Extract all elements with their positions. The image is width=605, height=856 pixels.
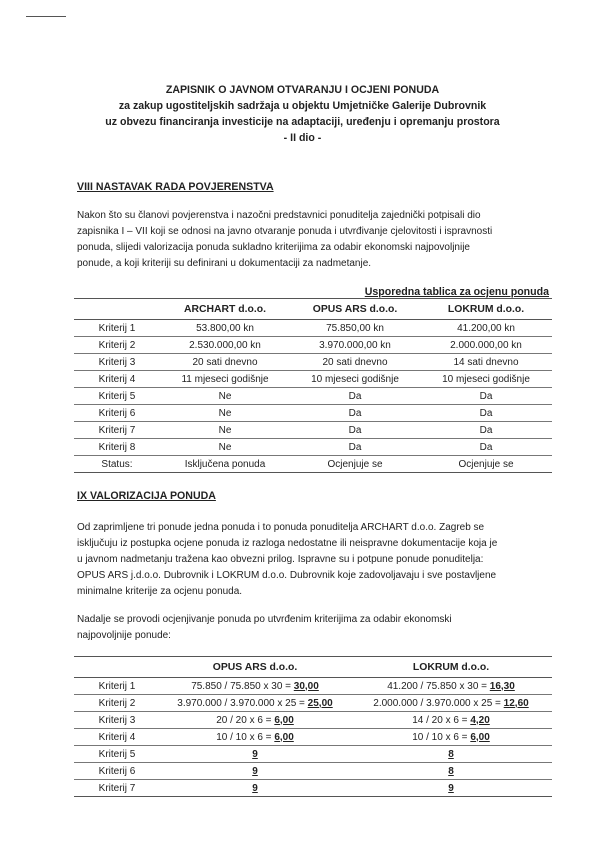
opus-score-cell xyxy=(160,780,350,797)
criterion-label: Kriterij 8 xyxy=(98,441,136,453)
table-cell: 14 sati dnevno xyxy=(453,356,519,368)
lokrum-score-cell xyxy=(350,746,552,763)
comparison-table-caption: Usporedna tablica za ocjenu ponuda xyxy=(364,286,549,298)
criterion-label: Kriterij 6 xyxy=(98,407,136,419)
criterion-label: Kriterij 5 xyxy=(98,748,136,760)
table-row xyxy=(74,337,552,354)
opus-score-cell xyxy=(160,695,350,712)
opus-score-cell xyxy=(160,746,350,763)
status-cell: Isključena ponuda xyxy=(184,458,266,470)
criterion-label: Kriterij 7 xyxy=(98,782,136,794)
header-cell: LOKRUM d.o.o. xyxy=(412,661,490,673)
section-viii-paragraph xyxy=(77,208,551,272)
score-value: 9 xyxy=(252,748,258,760)
lokrum-score-cell xyxy=(350,763,552,780)
table-row xyxy=(74,405,552,422)
table-cell: Ne xyxy=(218,441,232,453)
table-cell: 3.970.000,00 kn xyxy=(319,339,391,351)
score-formula: 75.850 / 75.850 x 30 = xyxy=(191,680,294,692)
lokrum-score-cell xyxy=(350,678,552,695)
score-value: 16,30 xyxy=(489,680,515,692)
table-cell: 10 mjeseci godišnje xyxy=(311,373,399,385)
table-cell: 20 sati dnevno xyxy=(322,356,388,368)
table-cell: Da xyxy=(348,441,362,453)
score-formula: 41.200 / 75.850 x 30 = xyxy=(387,680,490,692)
criterion-label: Kriterij 2 xyxy=(98,339,136,351)
table-cell: Da xyxy=(479,407,493,419)
table-row xyxy=(74,354,552,371)
table-cell: Ne xyxy=(218,390,232,402)
score-formula: 10 / 10 x 6 = xyxy=(412,731,471,743)
table-cell: Ne xyxy=(218,407,232,419)
title-line-2: za zakup ugostiteljskih sadržaja u objektu Umjetničke Galerije Dubrovnik xyxy=(118,100,487,112)
criterion-label: Kriterij 7 xyxy=(98,424,136,436)
criterion-label: Kriterij 4 xyxy=(98,373,136,385)
paragraph-line: Od zaprimljene tri ponude jedna ponuda i to ponuda ponuditelja ARCHART d.o.o. Zagreb se xyxy=(77,522,485,533)
score-value: 6,00 xyxy=(470,731,490,743)
criterion-label: Kriterij 1 xyxy=(98,322,136,334)
table-row xyxy=(74,729,552,746)
status-row xyxy=(74,456,552,473)
lokrum-score-cell xyxy=(350,780,552,797)
score-value: 12,60 xyxy=(503,697,529,709)
table-cell: 2.000.000,00 kn xyxy=(450,339,522,351)
title-line-4: - II dio - xyxy=(283,132,322,144)
score-value: 9 xyxy=(252,765,258,777)
paragraph-line: OPUS ARS j.d.o.o. Dubrovnik i LOKRUM d.o.o. Dubrovnik koje zadovoljavaju i sve postavljene xyxy=(77,570,497,581)
status-label: Status: xyxy=(101,458,133,470)
title-line-1: ZAPISNIK O JAVNOM OTVARANJU I OCJENI PONUDA xyxy=(165,84,440,96)
paragraph-line: ponude, a koji kriteriji su definirani u dokumentaciji za nadmetanje. xyxy=(77,258,372,269)
table-cell: 11 mjeseci godišnje xyxy=(181,373,269,385)
criterion-label: Kriterij 1 xyxy=(98,680,136,692)
score-formula: 20 / 20 x 6 = xyxy=(216,714,275,726)
criterion-label: Kriterij 3 xyxy=(98,714,136,726)
status-cell: Ocjenjuje se xyxy=(327,458,383,470)
table-row xyxy=(74,780,552,797)
paragraph-line: minimalne kriterije za ocjenu ponuda. xyxy=(77,586,243,597)
criterion-label: Kriterij 4 xyxy=(98,731,136,743)
score-value: 30,00 xyxy=(293,680,319,692)
score-formula: 2.000.000 / 3.970.000 x 25 = xyxy=(373,697,504,709)
table-row xyxy=(74,388,552,405)
table-row xyxy=(74,763,552,780)
opus-score-cell xyxy=(160,729,350,746)
paragraph-line: ponuda, slijedi valorizacija ponuda sukladno kriterijima za odabir ekonomski najpovoljnije xyxy=(77,242,470,253)
table-cell: 2.530.000,00 kn xyxy=(189,339,261,351)
score-formula: 3.970.000 / 3.970.000 x 25 = xyxy=(177,697,308,709)
score-value: 9 xyxy=(252,782,258,794)
header-cell: OPUS ARS d.o.o. xyxy=(212,661,298,673)
opus-score-cell xyxy=(160,678,350,695)
header-cell: OPUS ARS d.o.o. xyxy=(312,303,398,315)
criterion-label: Kriterij 6 xyxy=(98,765,136,777)
table-header-row xyxy=(74,299,552,320)
table-cell: 10 mjeseci godišnje xyxy=(442,373,530,385)
table-cell: Da xyxy=(479,441,493,453)
section-ix-paragraph-1 xyxy=(77,520,551,600)
score-value: 6,00 xyxy=(274,714,294,726)
table-cell: 20 sati dnevno xyxy=(192,356,258,368)
table-cell: 41.200,00 kn xyxy=(457,322,515,334)
table-row xyxy=(74,320,552,337)
header-cell xyxy=(74,657,160,678)
table-cell: Da xyxy=(479,390,493,402)
table-row xyxy=(74,678,552,695)
score-value: 25,00 xyxy=(307,697,333,709)
paragraph-line: u javnom nadmetanju tražena kao obvezni prilog. Ispravne su i potpune ponude ponuditelja: xyxy=(77,554,484,565)
comparison-table xyxy=(74,298,552,473)
table-cell: Da xyxy=(348,424,362,436)
table-row xyxy=(74,695,552,712)
table-cell: 53.800,00 kn xyxy=(196,322,254,334)
lokrum-score-cell xyxy=(350,729,552,746)
document-title xyxy=(0,82,605,146)
table-row xyxy=(74,439,552,456)
score-value: 4,20 xyxy=(470,714,490,726)
status-cell: Ocjenjuje se xyxy=(458,458,514,470)
score-formula: 14 / 20 x 6 = xyxy=(412,714,471,726)
paragraph-line: Nadalje se provodi ocjenjivanje ponuda po utvrđenim kriterijima za odabir ekonomski xyxy=(77,614,452,625)
table-cell: Ne xyxy=(218,424,232,436)
top-mark xyxy=(26,16,66,17)
table-row xyxy=(74,422,552,439)
opus-score-cell xyxy=(160,763,350,780)
table-row xyxy=(74,712,552,729)
table-cell: Da xyxy=(479,424,493,436)
score-formula: 10 / 10 x 6 = xyxy=(216,731,275,743)
lokrum-score-cell xyxy=(350,695,552,712)
table-header-row xyxy=(74,657,552,678)
score-value: 8 xyxy=(448,748,454,760)
score-value: 8 xyxy=(448,765,454,777)
paragraph-line: Nakon što su članovi povjerenstva i nazočni predstavnici ponuditelja zajednički potpisali dio xyxy=(77,210,481,221)
paragraph-line: najpovoljnije ponude: xyxy=(77,630,171,641)
table-cell: Da xyxy=(348,390,362,402)
score-value: 6,00 xyxy=(274,731,294,743)
criterion-label: Kriterij 5 xyxy=(98,390,136,402)
criterion-label: Kriterij 3 xyxy=(98,356,136,368)
title-line-3: uz obvezu financiranja investicije na adaptaciji, uređenju i opremanju prostora xyxy=(105,116,500,128)
score-value: 9 xyxy=(448,782,454,794)
table-row xyxy=(74,371,552,388)
section-heading-ix: IX VALORIZACIJA PONUDA xyxy=(77,490,216,502)
header-cell: ARCHART d.o.o. xyxy=(184,303,266,315)
header-cell xyxy=(74,299,160,320)
section-heading-viii: VIII NASTAVAK RADA POVJERENSTVA xyxy=(77,181,274,193)
table-row xyxy=(74,746,552,763)
table-cell: 75.850,00 kn xyxy=(326,322,384,334)
criterion-label: Kriterij 2 xyxy=(98,697,136,709)
header-cell: LOKRUM d.o.o. xyxy=(447,303,525,315)
section-ix-paragraph-2 xyxy=(77,612,551,644)
scoring-table xyxy=(74,656,552,797)
opus-score-cell xyxy=(160,712,350,729)
paragraph-line: zapisnika I – VII koji se odnosi na javno otvaranje ponuda i utvrđivanje cjelovitosti i ispravnosti xyxy=(77,226,493,237)
lokrum-score-cell xyxy=(350,712,552,729)
paragraph-line: isključuju iz postupka ocjene ponuda iz razloga nedostatne ili neispravne dokumentacije koja je xyxy=(77,538,498,549)
table-cell: Da xyxy=(348,407,362,419)
